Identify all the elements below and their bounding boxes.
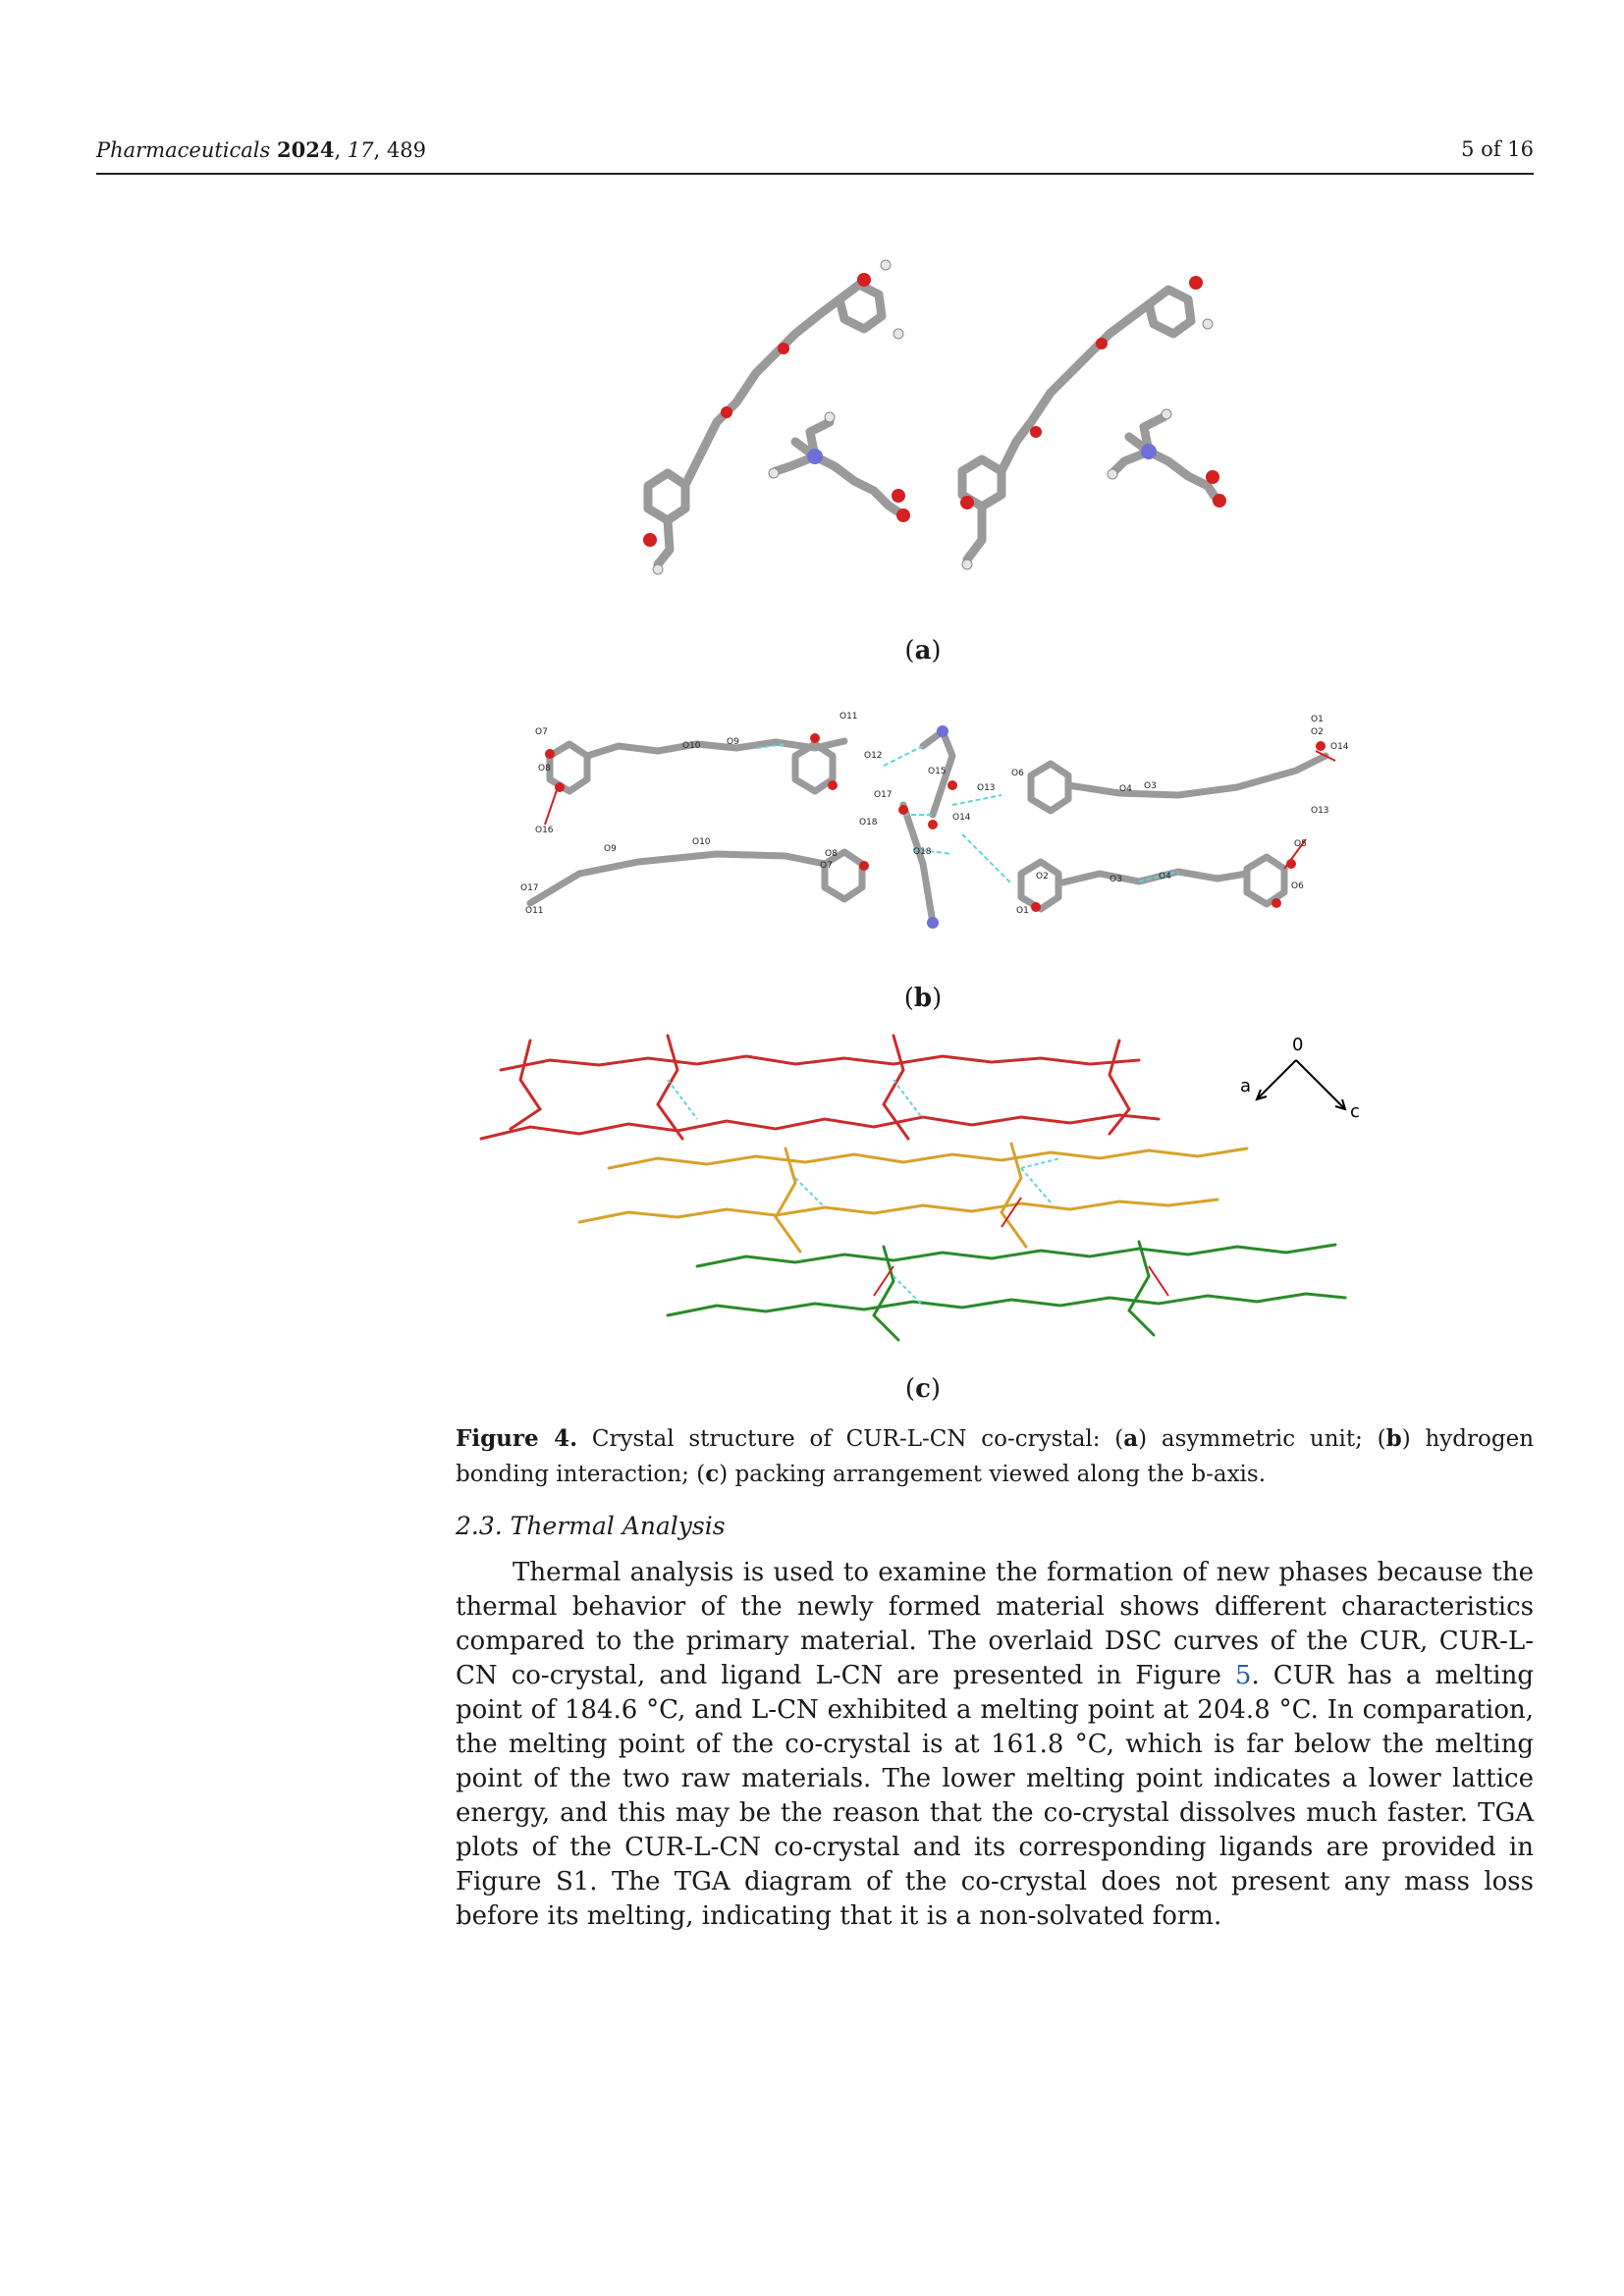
atom-label-o15: O15: [928, 767, 947, 776]
section-heading: 2.3. Thermal Analysis: [456, 1512, 726, 1540]
atom-label-o9-b: O9: [604, 844, 617, 854]
figure-caption: [456, 1421, 1534, 1492]
paragraph-part-2: . CUR has a melting point of 184.6 °C, and L-CN exhibited a melting point at 204.8 °C. In comparation, the melting point of the co-crystal is at 161.8 °C, which is far below the melting point of the two raw materials. The lower melting point indicates a lower lattice energy, and this may be the reason that the co-crystal dissolves much faster. TGA plots of the CUR-L-CN co-crystal and its corresponding ligands are provided in Figure S1. The TGA diagram of the co-crystal does not present any mass loss before its melting, indicating that it is a non-solvated form.: [456, 1661, 1534, 1931]
atom-label-o18-left: O18: [859, 818, 878, 828]
atom-label-o17-b: O17: [520, 883, 539, 893]
axes-indicator: [1257, 1060, 1345, 1109]
subfigure-label-c: (c): [904, 1374, 942, 1404]
caption-a: a: [1123, 1425, 1139, 1452]
atom-label-o17: O17: [874, 790, 893, 800]
figure-4b-hydrogen-bonding: [491, 677, 1355, 962]
atom-label-o16: O16: [535, 826, 554, 835]
section-body: [456, 1556, 1534, 1934]
atom-label-o13: O13: [977, 783, 996, 793]
page-number: 5 of 16: [1461, 137, 1534, 161]
atom-label-o4: O4: [1119, 784, 1132, 794]
atom-label-o2-b: O2: [1311, 727, 1324, 737]
phenyl-ring: [1021, 862, 1058, 909]
atom-label-o18: O18: [913, 847, 932, 857]
caption-text-2: ) asymmetric unit; (: [1138, 1426, 1386, 1452]
atom-label-o11: O11: [839, 712, 858, 721]
atom-label-o11-b: O11: [525, 906, 544, 916]
atom-label-o14: O14: [952, 813, 971, 823]
phenyl-ring: [1149, 290, 1191, 334]
axis-origin-label: 0: [1292, 1035, 1304, 1055]
caption-label: Figure 4.: [456, 1425, 578, 1452]
atom-label-o2: O2: [1036, 872, 1049, 881]
figure-4c-packing-arrangement: [471, 1021, 1394, 1355]
caption-c: c: [705, 1461, 720, 1487]
journal-citation: Pharmaceuticals 2024, 17, 489: [96, 137, 426, 162]
atom-label-o8-b: O8: [825, 849, 838, 859]
paragraph-part-1: Thermal analysis is used to examine the formation of new phases because the thermal behavior of the newly formed material shows different characteristics compared to the primary material. The overlaid DSC curves of the CUR, CUR-L-CN co-crystal, and ligand L-CN are presented in Figure: [456, 1558, 1534, 1690]
atom-label-o13-b: O13: [1311, 806, 1329, 816]
atom-label-o10: O10: [682, 741, 701, 751]
atom-label-o8: O8: [538, 764, 551, 774]
phenyl-ring: [839, 285, 882, 329]
subfigure-label-a: (a): [904, 636, 942, 666]
label-b: b: [913, 984, 933, 1013]
subfigure-label-b: (b): [903, 984, 943, 1013]
atom-label-o1-b: O1: [1311, 715, 1324, 724]
paragraph: [456, 1556, 1534, 1934]
axis-c-label: c: [1350, 1101, 1360, 1122]
label-c: c: [915, 1374, 931, 1404]
atom-label-o6: O6: [1011, 769, 1024, 778]
phenyl-ring: [648, 473, 685, 520]
journal-name: Pharmaceuticals: [96, 138, 271, 162]
journal-volume: 17: [347, 138, 374, 162]
atom-label-o12: O12: [864, 751, 883, 761]
phenyl-ring: [550, 744, 587, 791]
atom-label-o4-b: O4: [1159, 872, 1171, 881]
atom-label-o6-b: O6: [1291, 881, 1304, 891]
axis-a-label: a: [1240, 1076, 1252, 1096]
atom-label-o7: O7: [535, 727, 548, 737]
atom-label-o3-b: O3: [1110, 875, 1122, 884]
caption-b: b: [1385, 1425, 1402, 1452]
atom-label-o1: O1: [1016, 906, 1029, 916]
caption-text-4: ) packing arrangement viewed along the b-axis.: [719, 1462, 1267, 1487]
figure-4a-asymmetric-unit: [579, 245, 1267, 618]
journal-article: 489: [386, 138, 426, 162]
caption-text-3: ) hydrogen bonding interaction; (: [456, 1426, 1535, 1487]
journal-year: 2024: [276, 137, 335, 162]
atom-label-o5: O5: [1294, 839, 1307, 849]
page-header: [96, 133, 1534, 175]
atom-label-o14-b: O14: [1330, 742, 1349, 752]
atom-label-o7-b: O7: [820, 861, 833, 871]
label-a: a: [914, 636, 932, 666]
phenyl-ring: [1247, 857, 1284, 904]
phenyl-ring: [1031, 764, 1068, 811]
figure-5-link[interactable]: 5: [1234, 1661, 1252, 1690]
atom-label-o10-b: O10: [692, 837, 711, 847]
caption-text-1: Crystal structure of CUR-L-CN co-crystal: (: [577, 1426, 1124, 1452]
atom-label-o3: O3: [1144, 781, 1157, 791]
phenyl-ring: [825, 852, 862, 899]
atom-label-o9: O9: [727, 737, 739, 747]
